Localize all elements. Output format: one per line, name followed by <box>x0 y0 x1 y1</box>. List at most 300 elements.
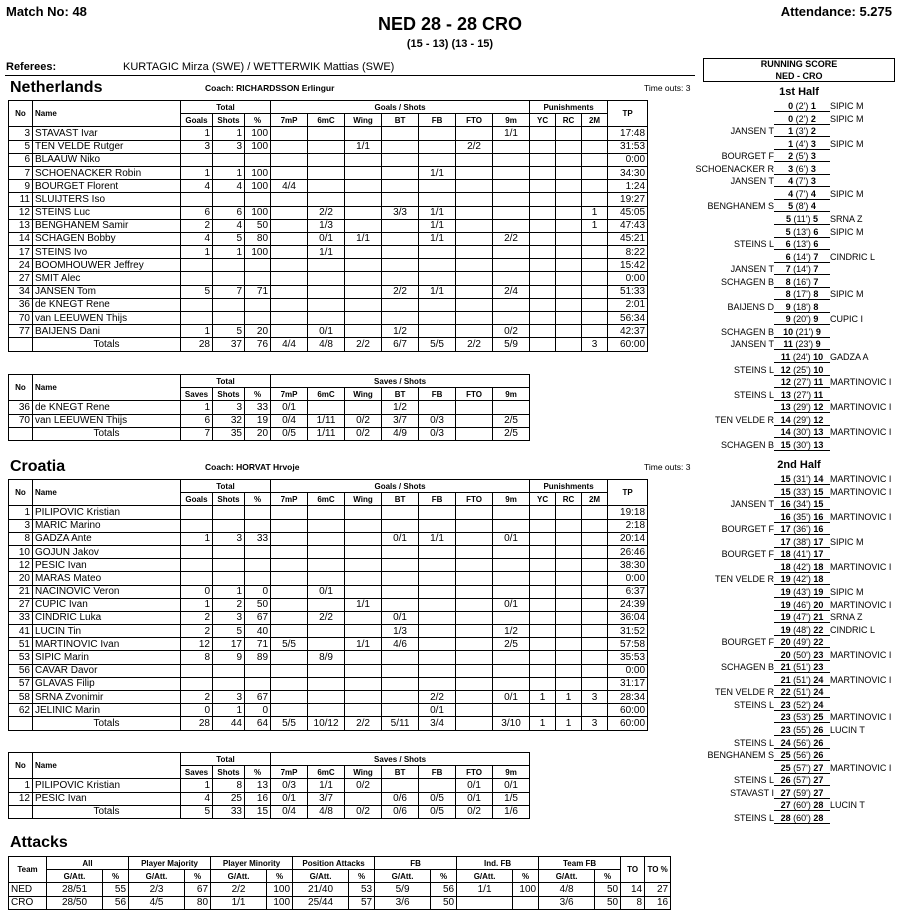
stat-cell <box>556 180 582 193</box>
stat-cell <box>271 532 308 545</box>
stat-cell: 80 <box>245 232 271 245</box>
stat-cell: 6 <box>213 206 245 219</box>
player-name: CAVAR Davor <box>33 664 181 677</box>
stat-cell: 77 <box>9 325 33 338</box>
cro-score: 2 <box>810 113 816 124</box>
player-name: PESIC Ivan <box>33 792 181 805</box>
attack-cell: 55 <box>103 883 129 896</box>
stat-cell <box>530 651 556 664</box>
total-cell: 5/9 <box>493 338 530 351</box>
player-name: MARTINOVIC Ivan <box>33 638 181 651</box>
stat-cell <box>419 779 456 792</box>
col-pct-header: % <box>513 870 539 883</box>
totals-row <box>9 805 530 818</box>
stat-cell <box>308 153 345 166</box>
cro-score: 16 <box>813 511 824 522</box>
stat-cell: 42:37 <box>608 325 648 338</box>
running-score-row <box>700 364 900 377</box>
stat-cell: 1/11 <box>308 414 345 427</box>
col-type-header: Wing <box>345 766 382 779</box>
ned-score: 11 <box>780 352 791 362</box>
ned-scorer: JANSEN T <box>730 176 774 187</box>
cro-score: 7 <box>813 264 819 275</box>
minute: (21') <box>793 326 816 337</box>
stat-cell: 1/1 <box>345 232 382 245</box>
minute: (16') <box>790 276 814 287</box>
stat-cell <box>271 704 308 717</box>
score-cell <box>774 351 830 363</box>
table-row <box>9 664 648 677</box>
stat-cell: 16 <box>245 792 271 805</box>
stat-cell <box>456 506 493 519</box>
col-goals-shots-header: Goals / Shots <box>271 480 530 493</box>
stat-cell <box>530 519 556 532</box>
minute: (31') <box>790 474 814 484</box>
stat-cell: 2 <box>181 611 213 624</box>
stat-cell: 1/1 <box>419 285 456 298</box>
ned-score: 8 <box>785 276 791 287</box>
ned-score: 1 <box>788 126 794 137</box>
stat-cell <box>245 298 271 311</box>
stat-cell: 0/3 <box>271 779 308 792</box>
score-cell <box>774 401 830 413</box>
ned-score: 6 <box>785 239 791 250</box>
stat-cell <box>493 298 530 311</box>
cro-scorer: MARTINOVIC I <box>830 674 892 685</box>
team-name-ned: Netherlands <box>10 79 103 96</box>
col-name-header: Name <box>33 375 181 401</box>
col-goals-header: Goals <box>181 493 213 506</box>
minute: (59') <box>790 787 814 798</box>
total-cell: 60:00 <box>608 717 648 730</box>
minute: (14') <box>790 264 814 275</box>
stat-cell <box>493 219 530 232</box>
stat-cell <box>181 519 213 532</box>
col-punishments-header: Punishments <box>530 480 608 493</box>
minute: (29') <box>790 402 814 413</box>
cro-score: 26 <box>813 750 824 761</box>
total-cell: 3 <box>582 717 608 730</box>
stat-cell: 17 <box>213 638 245 651</box>
minute: (47') <box>790 612 814 623</box>
stat-cell <box>582 325 608 338</box>
attack-group-header: FB <box>375 857 457 870</box>
col-total-header: Total <box>181 753 271 766</box>
score-cell <box>774 523 830 535</box>
stat-cell <box>556 559 582 572</box>
stat-cell: 4 <box>181 792 213 805</box>
ned-score: 19 <box>780 574 791 585</box>
stat-cell <box>181 664 213 677</box>
cro-scorer: MARTINOVIC I <box>830 511 892 522</box>
stat-cell <box>382 545 419 558</box>
minute: (6') <box>793 163 811 174</box>
stat-cell <box>493 246 530 259</box>
table-row <box>9 127 648 140</box>
stat-cell: 0 <box>181 585 213 598</box>
total-cell: 3 <box>582 338 608 351</box>
stat-cell: 3 <box>213 532 245 545</box>
cro-score: 3 <box>810 138 816 149</box>
col-yc-header: YC <box>530 493 556 506</box>
stat-cell: 2/2 <box>493 232 530 245</box>
stat-cell <box>271 272 308 285</box>
stat-cell <box>271 598 308 611</box>
stat-cell <box>382 691 419 704</box>
col-rc-header: RC <box>556 493 582 506</box>
stat-cell <box>556 611 582 624</box>
stat-cell <box>345 651 382 664</box>
stat-cell <box>345 677 382 690</box>
stat-cell <box>530 246 556 259</box>
stat-cell <box>582 246 608 259</box>
score-cell <box>774 548 830 560</box>
running-score-row <box>700 376 900 389</box>
stat-cell <box>530 532 556 545</box>
running-score-row <box>700 548 900 561</box>
stat-cell <box>530 585 556 598</box>
score-cell <box>774 113 830 125</box>
stat-cell: 1/2 <box>382 401 419 414</box>
stat-cell <box>308 545 345 558</box>
stat-cell <box>271 677 308 690</box>
stat-cell <box>582 140 608 153</box>
total-cell: 5/5 <box>419 338 456 351</box>
stat-cell <box>456 285 493 298</box>
cro-score: 18 <box>813 561 824 572</box>
stat-cell <box>213 677 245 690</box>
table-row <box>9 704 648 717</box>
running-score-title: RUNNING SCORE <box>760 59 838 69</box>
cro-scorer: SIPIC M <box>830 289 864 300</box>
ned-scorer: JANSEN T <box>730 499 774 510</box>
minute: (48') <box>790 624 814 635</box>
col-gatt-header: G/Att. <box>457 870 513 883</box>
stat-cell <box>181 298 213 311</box>
stat-cell <box>345 559 382 572</box>
stat-cell <box>530 232 556 245</box>
table-row <box>9 232 648 245</box>
stat-cell <box>530 598 556 611</box>
stat-cell <box>556 259 582 272</box>
stat-cell <box>382 219 419 232</box>
stat-cell <box>419 298 456 311</box>
stat-cell <box>382 585 419 598</box>
stat-cell <box>271 559 308 572</box>
stat-cell <box>382 246 419 259</box>
table-row <box>9 246 648 259</box>
minute: (60') <box>790 800 814 811</box>
stat-cell <box>456 325 493 338</box>
stat-cell: 1 <box>181 325 213 338</box>
score-cell <box>774 573 830 585</box>
stat-cell: 1/1 <box>345 140 382 153</box>
score-cell <box>774 649 830 661</box>
totals-label: Totals <box>33 717 181 730</box>
player-name: de KNEGT Rene <box>33 298 181 311</box>
total-cell: 0/2 <box>345 805 382 818</box>
stat-cell <box>419 545 456 558</box>
stat-cell: 2/2 <box>308 206 345 219</box>
ned-scorer: STEINS L <box>733 389 774 400</box>
running-score-row <box>700 611 900 624</box>
player-name: LUCIN Tin <box>33 625 181 638</box>
stat-cell <box>530 664 556 677</box>
table-row <box>9 896 671 909</box>
total-cell: 5 <box>181 805 213 818</box>
cro-score: 12 <box>813 414 824 425</box>
cro-score: 15 <box>813 499 824 510</box>
total-cell: 0/5 <box>271 427 308 440</box>
stat-cell: 33 <box>245 532 271 545</box>
stat-cell <box>582 232 608 245</box>
stat-cell <box>556 519 582 532</box>
minute: (60') <box>790 812 814 823</box>
stat-cell <box>582 519 608 532</box>
col-gatt-header: G/Att. <box>47 870 103 883</box>
minute: (41') <box>790 549 814 560</box>
stat-cell: 45:21 <box>608 232 648 245</box>
stat-cell: 1/1 <box>419 206 456 219</box>
stat-cell: 6 <box>181 206 213 219</box>
total-cell: 0/2 <box>456 805 493 818</box>
stat-cell: 8:22 <box>608 246 648 259</box>
stat-cell: 0/1 <box>456 779 493 792</box>
stat-cell <box>530 206 556 219</box>
minute: (4') <box>793 138 811 149</box>
stat-cell: 2/5 <box>493 638 530 651</box>
stat-cell <box>456 127 493 140</box>
stat-cell: 1 <box>582 219 608 232</box>
stat-cell <box>530 140 556 153</box>
cro-scorer: MARTINOVIC I <box>830 649 892 660</box>
stat-cell <box>181 272 213 285</box>
cro-score: 4 <box>810 201 816 212</box>
stat-cell <box>345 704 382 717</box>
ned-score: 9 <box>785 301 791 312</box>
stat-cell <box>419 272 456 285</box>
stat-cell: 2/2 <box>308 611 345 624</box>
stat-cell: 1/2 <box>382 325 419 338</box>
col-type-header: FTO <box>456 493 493 506</box>
stat-cell <box>419 246 456 259</box>
col-type-header: BT <box>382 766 419 779</box>
ned-scorer: TEN VELDE R <box>714 574 774 585</box>
table-row <box>9 779 530 792</box>
stat-cell: 70 <box>9 312 33 325</box>
cro-scorer: SIPIC M <box>830 113 864 124</box>
total-cell: 20 <box>245 427 271 440</box>
score-cell <box>774 175 830 187</box>
stat-cell <box>271 312 308 325</box>
attacks-table <box>8 856 671 910</box>
ned-scorer: TEN VELDE R <box>714 414 774 425</box>
stat-cell <box>582 153 608 166</box>
stat-cell <box>271 298 308 311</box>
ned-score: 22 <box>780 687 791 698</box>
ned-scorer: JANSEN T <box>730 339 774 350</box>
col-name-header: Name <box>33 753 181 779</box>
col-no-header: No <box>9 101 33 127</box>
score-cell <box>774 774 830 786</box>
cro-score: 17 <box>813 549 824 560</box>
col-gatt-header: G/Att. <box>211 870 267 883</box>
stat-cell <box>582 559 608 572</box>
stat-cell: 0 <box>245 704 271 717</box>
total-cell: 64 <box>245 717 271 730</box>
ned-score: 0 <box>788 113 794 124</box>
stat-cell <box>382 779 419 792</box>
ned-score: 19 <box>780 624 791 635</box>
ned-scorer: STEINS L <box>733 699 774 710</box>
stat-cell <box>556 193 582 206</box>
cro-score: 8 <box>813 289 819 300</box>
stat-cell: 3/7 <box>308 792 345 805</box>
stat-cell: 3 <box>213 140 245 153</box>
table-row <box>9 559 648 572</box>
col-type-header: BT <box>382 493 419 506</box>
stat-cell <box>582 506 608 519</box>
stat-cell: 2:01 <box>608 298 648 311</box>
stat-cell <box>556 677 582 690</box>
cro-score: 21 <box>813 612 824 623</box>
stat-cell <box>382 166 419 179</box>
stat-cell <box>582 677 608 690</box>
attack-cell: 4/5 <box>129 896 185 909</box>
minute: (51') <box>790 674 814 685</box>
ned-scorer: STEINS L <box>733 364 774 375</box>
attack-cell: 50 <box>431 896 457 909</box>
cro-score: 22 <box>813 637 824 648</box>
stat-cell <box>530 638 556 651</box>
table-row <box>9 532 648 545</box>
score-cell <box>774 674 830 686</box>
cro-score: 11 <box>813 389 824 400</box>
col-gatt-header: G/Att. <box>375 870 431 883</box>
stat-cell: 0/1 <box>493 598 530 611</box>
cro-score: 9 <box>813 314 819 325</box>
attack-cell: 28/51 <box>47 883 103 896</box>
stat-cell <box>419 153 456 166</box>
col-shots-header: Shots <box>213 114 245 127</box>
stat-cell: 5 <box>213 325 245 338</box>
total-cell: 1 <box>556 717 582 730</box>
cro-score: 9 <box>815 339 821 350</box>
stat-cell <box>582 127 608 140</box>
stat-cell <box>419 519 456 532</box>
minute: (38') <box>790 536 814 547</box>
ned-score: 20 <box>780 637 791 648</box>
cro-scorer: MARTINOVIC I <box>830 762 892 773</box>
score-cell <box>774 313 830 325</box>
stat-cell <box>556 664 582 677</box>
score-cell <box>774 473 830 485</box>
stat-cell: 25 <box>213 792 245 805</box>
stat-cell: 3 <box>9 127 33 140</box>
stat-cell <box>181 259 213 272</box>
ned-score: 5 <box>785 213 791 224</box>
stat-cell <box>530 166 556 179</box>
stat-cell <box>345 691 382 704</box>
stat-cell <box>530 312 556 325</box>
stat-cell <box>271 140 308 153</box>
stat-cell <box>271 506 308 519</box>
cro-scorer: SIPIC M <box>830 138 864 149</box>
cro-score: 10 <box>813 352 824 362</box>
stat-cell <box>271 166 308 179</box>
attack-cell: 100 <box>267 896 293 909</box>
col-pct-header: % <box>245 766 271 779</box>
stat-cell <box>556 153 582 166</box>
stat-cell: 36 <box>9 298 33 311</box>
total-cell: 6/7 <box>382 338 419 351</box>
stat-cell <box>271 585 308 598</box>
ned-score: 4 <box>788 188 794 199</box>
ned-score: 0 <box>788 101 794 111</box>
stat-cell <box>382 180 419 193</box>
player-name: STEINS Ivo <box>33 246 181 259</box>
stat-cell <box>419 638 456 651</box>
team-name-cro: Croatia <box>10 458 66 475</box>
table-row <box>9 193 648 206</box>
ned-score: 23 <box>780 712 791 723</box>
running-score-row <box>700 175 900 188</box>
stat-cell <box>245 559 271 572</box>
cro-score: 8 <box>813 301 819 312</box>
ned-scorer: BENGHANEM S <box>707 201 774 212</box>
cro-score: 26 <box>813 725 824 735</box>
stat-cell <box>456 232 493 245</box>
col-type-header: FB <box>419 114 456 127</box>
total-cell: 1/6 <box>493 805 530 818</box>
attack-group-header: Ind. FB <box>457 857 539 870</box>
stat-cell <box>530 572 556 585</box>
stat-cell: 12 <box>9 559 33 572</box>
score-cell <box>774 389 830 401</box>
cro-score: 3 <box>810 163 816 174</box>
minute: (35') <box>790 511 814 522</box>
stat-cell: 17 <box>9 246 33 259</box>
score-cell <box>774 611 830 623</box>
stat-cell: 1/1 <box>493 127 530 140</box>
stat-cell <box>181 193 213 206</box>
total-cell: 60:00 <box>608 338 648 351</box>
stat-cell: 50 <box>245 598 271 611</box>
col-type-header: Wing <box>345 388 382 401</box>
running-score-row <box>700 389 900 402</box>
minute: (52') <box>790 699 814 710</box>
stat-cell <box>271 193 308 206</box>
stat-cell: 0:00 <box>608 664 648 677</box>
col-name-header: Name <box>33 101 181 127</box>
ned-score: 20 <box>780 649 791 660</box>
col-name-header: Name <box>33 480 181 506</box>
player-name: SIPIC Marin <box>33 651 181 664</box>
score-cell <box>774 686 830 698</box>
stat-cell <box>308 625 345 638</box>
col-2m-header: 2M <box>582 114 608 127</box>
stat-cell <box>308 638 345 651</box>
stat-cell: 1 <box>213 704 245 717</box>
stat-cell: 6 <box>181 414 213 427</box>
ned-score: 10 <box>783 326 794 337</box>
stat-cell <box>493 519 530 532</box>
minute: (17') <box>790 289 814 300</box>
total-cell: 15 <box>245 805 271 818</box>
running-score-row <box>700 812 900 825</box>
running-score-row <box>700 711 900 724</box>
table-row <box>9 401 530 414</box>
